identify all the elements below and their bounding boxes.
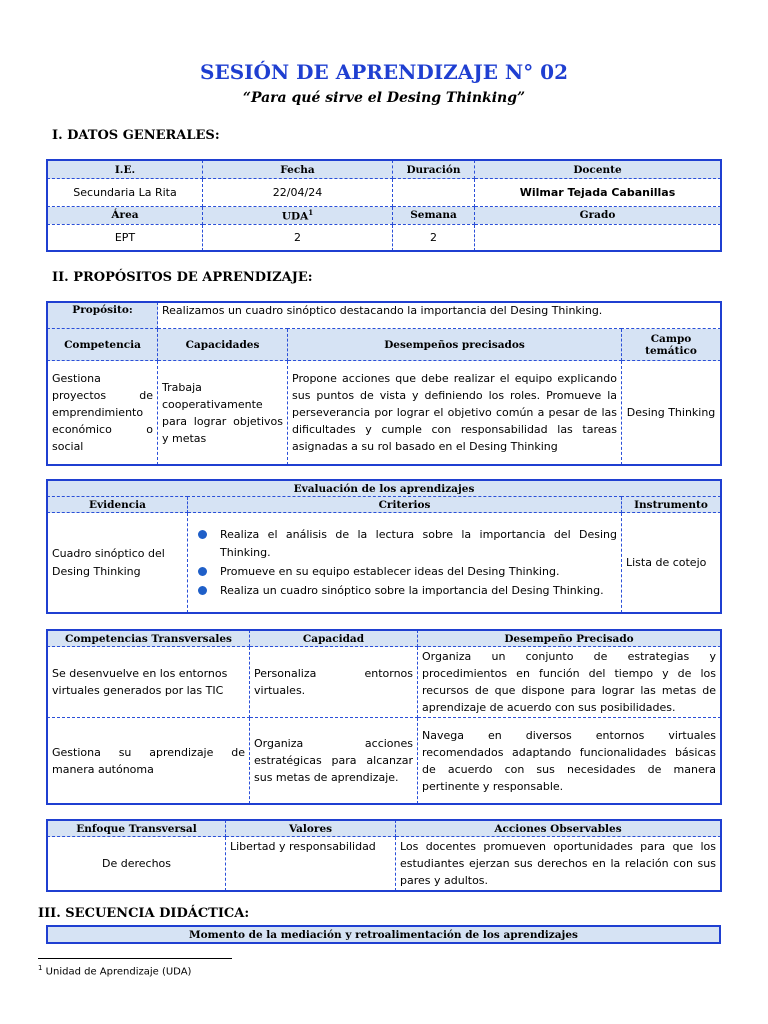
- value-semana: 2: [393, 224, 475, 250]
- competencia-text: Gestiona proyectos de emprendimiento económico o social: [48, 361, 158, 465]
- header-evidencia: Evidencia: [48, 497, 188, 513]
- desempenos-text: Propone acciones que debe realizar el equipo explicando sus puntos de vista y definiendo los roles. Promueve la perseverancia por lograr el objetivo común a pesar de las dificultades y cumple con responsabilidad las tareas asignadas a su rol basado en el Desing Thinking: [288, 361, 622, 465]
- value-uda: 2: [203, 224, 393, 250]
- secuencia-header: Momento de la mediación y retroalimentación de los aprendizajes: [48, 927, 720, 943]
- uda-footnote-mark: 1: [308, 208, 314, 217]
- value-fecha: 22/04/24: [203, 179, 393, 207]
- header-acciones-observables: Acciones Observables: [396, 821, 721, 837]
- campo-tematico-text: Desing Thinking: [622, 361, 721, 465]
- header-instrumento: Instrumento: [622, 497, 721, 513]
- transversal-desempeno: Organiza un conjunto de estrategias y procedimientos en función del tiempo y de los recursos de que dispone para lograr las metas de aprendizaje de acuerdo con sus posibilidades.: [418, 647, 721, 718]
- evidencia-text: Cuadro sinóptico del Desing Thinking: [48, 513, 188, 613]
- header-enfoque-transversal: Enfoque Transversal: [48, 821, 226, 837]
- proposito-label: Propósito:: [48, 303, 158, 329]
- value-duracion: [393, 179, 475, 207]
- enfoque-table: [47, 820, 721, 891]
- proposito-text: Realizamos un cuadro sinóptico destacando la importancia del Desing Thinking.: [158, 303, 721, 329]
- header-uda: UDA$^1$: [203, 207, 393, 225]
- header-competencias-transversales: Competencias Transversales: [48, 631, 250, 647]
- value-docente: Wilmar Tejada Cabanillas: [475, 179, 721, 207]
- bullet-icon: [198, 586, 207, 595]
- header-capacidades: Capacidades: [158, 329, 288, 361]
- value-area: EPT: [48, 224, 203, 250]
- header-semana: Semana: [393, 207, 475, 225]
- header-desempenos: Desempeños precisados: [288, 329, 622, 361]
- header-valores: Valores: [226, 821, 396, 837]
- bullet-icon: [198, 530, 207, 539]
- bullet-icon: [198, 567, 207, 576]
- session-title: SESIÓN DE APRENDIZAJE N° 02: [200, 60, 568, 84]
- valores-text: Libertad y responsabilidad: [226, 837, 396, 891]
- enfoque-text: De derechos: [48, 837, 226, 891]
- criterios-list: [192, 526, 617, 600]
- footnote-text: Unidad de Aprendizaje (UDA): [45, 966, 192, 978]
- transversal-competencia: Gestiona su aprendizaje de manera autónoma: [48, 718, 250, 804]
- header-ie: I.E.: [48, 161, 203, 179]
- secuencia-table: [47, 926, 720, 943]
- header-competencia: Competencia: [48, 329, 158, 361]
- header-criterios: Criterios: [188, 497, 622, 513]
- section-secuencia: III. SECUENCIA DIDÁCTICA:: [38, 906, 250, 921]
- header-grado: Grado: [475, 207, 721, 225]
- transversales-table: [47, 630, 721, 804]
- session-subtitle: “Para qué sirve el Desing Thinking”: [242, 90, 526, 106]
- footnote: [38, 964, 191, 977]
- criterio-item: Realiza el análisis de la lectura sobre la importancia del Desing Thinking.: [192, 526, 617, 562]
- header-campo-tematico: Campo temático: [622, 329, 721, 361]
- evaluacion-title: Evaluación de los aprendizajes: [48, 481, 721, 497]
- propositos-table: [47, 302, 721, 465]
- criterio-item: Promueve en su equipo establecer ideas del Desing Thinking.: [192, 563, 617, 581]
- section-datos-generales: I. DATOS GENERALES:: [52, 128, 220, 143]
- criterios-cell: [188, 513, 622, 613]
- criterio-item: Realiza un cuadro sinóptico sobre la importancia del Desing Thinking.: [192, 582, 617, 600]
- transversal-capacidad: Personaliza entornos virtuales.: [250, 647, 418, 718]
- header-area: Área: [48, 207, 203, 225]
- transversal-capacidad: Organiza acciones estratégicas para alcanzar sus metas de aprendizaje.: [250, 718, 418, 804]
- instrumento-text: Lista de cotejo: [622, 513, 721, 613]
- value-ie: Secundaria La Rita: [48, 179, 203, 207]
- capacidades-text: Trabaja cooperativamente para lograr objetivos y metas: [158, 361, 288, 465]
- footnote-mark: 1: [38, 964, 43, 972]
- header-duracion: Duración: [393, 161, 475, 179]
- acciones-text: Los docentes promueven oportunidades para que los estudiantes ejerzan sus derechos en la relación con sus pares y adultos.: [396, 837, 721, 891]
- header-fecha: Fecha: [203, 161, 393, 179]
- header-docente: Docente: [475, 161, 721, 179]
- value-grado: [475, 224, 721, 250]
- section-propositos: II. PROPÓSITOS DE APRENDIZAJE:: [52, 270, 313, 285]
- datos-generales-table: [47, 160, 721, 251]
- header-desempeno-precisado: Desempeño Precisado: [418, 631, 721, 647]
- transversal-competencia: Se desenvuelve en los entornos virtuales generados por las TIC: [48, 647, 250, 718]
- footnote-divider: [38, 958, 232, 959]
- evaluacion-table: [47, 480, 721, 613]
- header-capacidad: Capacidad: [250, 631, 418, 647]
- transversal-desempeno: Navega en diversos entornos virtuales recomendados adaptando funcionalidades básicas de acuerdo con sus necesidades de manera pertinente y responsable.: [418, 718, 721, 804]
